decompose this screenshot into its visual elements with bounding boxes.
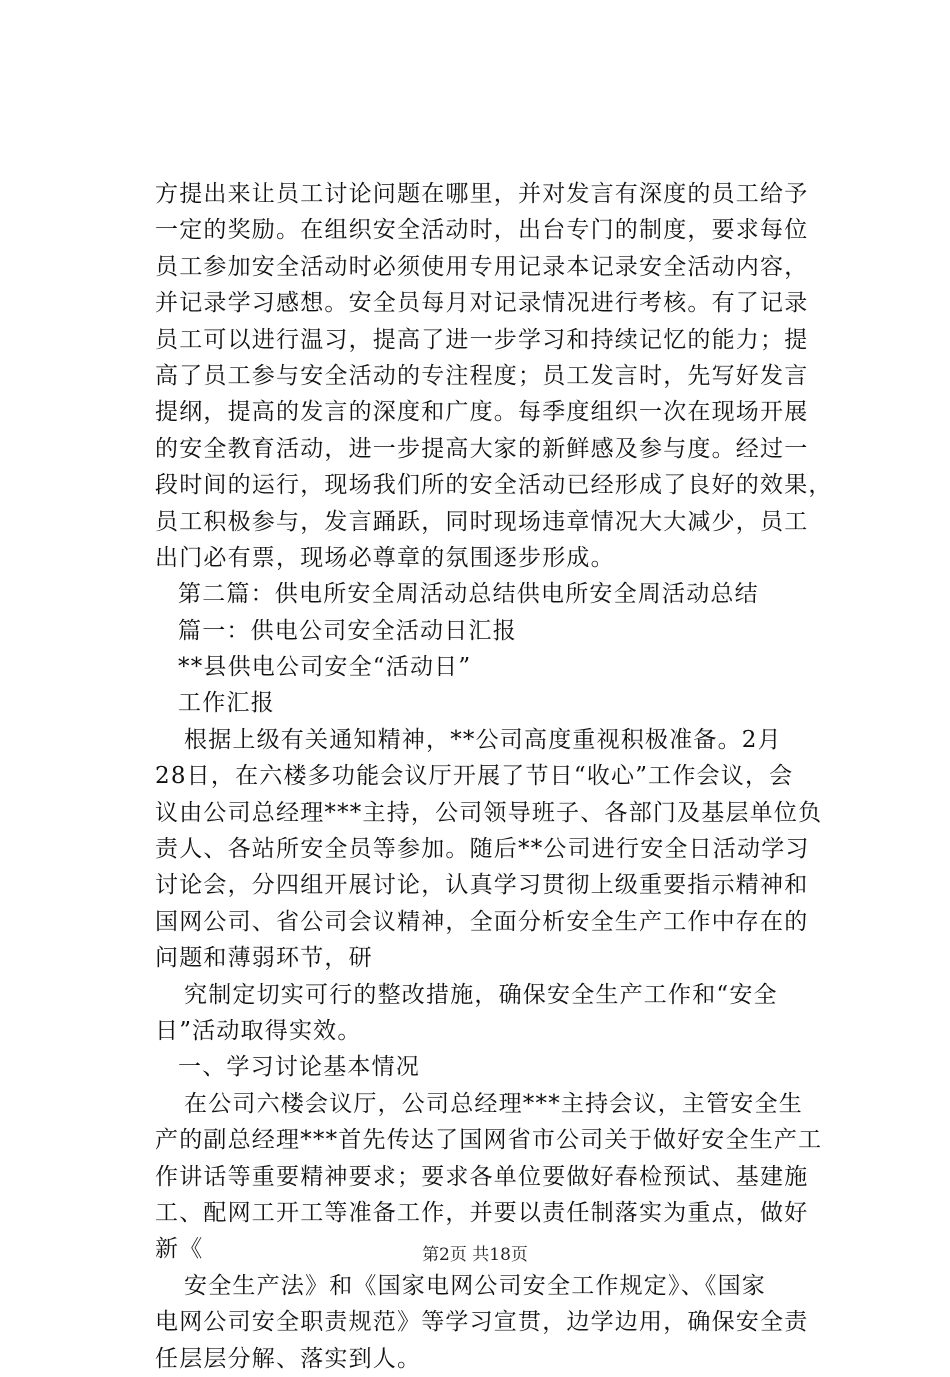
section-heading: 一、学习讨论基本情况	[178, 1054, 420, 1081]
text-line: 的安全教育活动，进一步提高大家的新鲜感及参与度。经过一	[155, 435, 809, 462]
text-line: 责人、各站所安全员等参加。随后**公司进行安全日活动学习	[155, 836, 810, 863]
text-line: 在公司六楼会议厅，公司总经理***主持会议，主管安全生	[184, 1090, 803, 1117]
text-line: 提纲，提高的发言的深度和广度。每季度组织一次在现场开展	[155, 399, 809, 426]
text-line: 段时间的运行，现场我们所的安全活动已经形成了良好的效果，	[155, 472, 833, 499]
text-line: 日”活动取得实效。	[155, 1017, 362, 1044]
text-line: 28日，在六楼多功能会议厅开展了节日“收心”工作会议，会	[155, 763, 794, 790]
section-heading: 第二篇：供电所安全周活动总结供电所安全周活动总结	[178, 581, 759, 608]
text-line: 产的副总经理***首先传达了国网省市公司关于做好安全生产工	[155, 1127, 823, 1154]
text-line: 工、配网工开工等准备工作，并要以责任制落实为重点，做好	[155, 1199, 809, 1226]
text-line: 任层层分解、落实到人。	[155, 1345, 422, 1372]
text-line: 安全生产法》和《国家电网公司安全工作规定》、《国家	[184, 1272, 766, 1299]
text-line: 员工可以进行温习，提高了进一步学习和持续记忆的能力；提	[155, 326, 809, 353]
text-line: 国网公司、省公司会议精神，全面分析安全生产工作中存在的	[155, 908, 809, 935]
report-subtitle: 工作汇报	[178, 690, 275, 717]
text-line: 员工参加安全活动时必须使用专用记录本记录安全活动内容，	[155, 253, 809, 280]
text-line: 问题和薄弱环节，研	[155, 945, 373, 972]
document-body	[155, 176, 835, 1377]
text-line: 并记录学习感想。安全员每月对记录情况进行考核。有了记录	[155, 290, 809, 317]
text-line: 方提出来让员工讨论问题在哪里，并对发言有深度的员工给予	[155, 181, 809, 207]
text-line: 高了员工参与安全活动的专注程度；员工发言时，先写好发言	[155, 362, 809, 389]
text-line: 员工积极参与，发言踊跃，同时现场违章情况大大减少，员工	[155, 508, 809, 535]
section-heading: 篇一：供电公司安全活动日汇报	[178, 617, 517, 644]
report-title: **县供电公司安全“活动日”	[178, 654, 472, 681]
text-line: 电网公司安全职责规范》等学习宣贯，边学边用，确保安全责	[155, 1309, 809, 1336]
text-line: 一定的奖励。在组织安全活动时，出台专门的制度，要求每位	[155, 217, 809, 244]
page-number-footer: 第2页 共18页	[422, 1245, 528, 1265]
text-line: 出门必有票，现场必尊章的氛围逐步形成。	[155, 544, 615, 571]
text-line: 根据上级有关通知精神，**公司高度重视积极准备。2月	[184, 726, 782, 753]
text-line: 讨论会，分四组开展讨论，认真学习贯彻上级重要指示精神和	[155, 872, 809, 899]
text-line: 议由公司总经理***主持，公司领导班子、各部门及基层单位负	[155, 799, 823, 826]
text-line: 究制定切实可行的整改措施，确保安全生产工作和“安全	[184, 981, 778, 1008]
text-line: 新《	[155, 1236, 204, 1263]
text-line: 作讲话等重要精神要求；要求各单位要做好春检预试、基建施	[155, 1163, 809, 1190]
